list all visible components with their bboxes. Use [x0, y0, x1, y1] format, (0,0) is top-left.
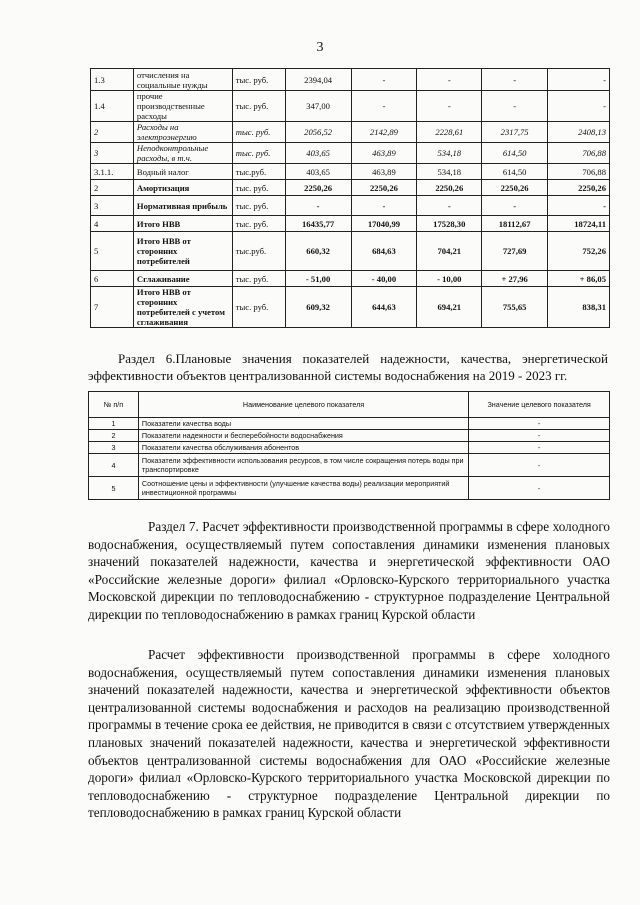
row-value: - — [469, 418, 610, 430]
row-number: 1.3 — [91, 69, 134, 91]
row-value: 2317,75 — [482, 122, 548, 143]
row-value: 694,21 — [417, 287, 482, 328]
row-unit: тыс. руб. — [232, 271, 285, 287]
row-number: 1 — [89, 418, 139, 430]
row-name: Итого НВВ от сторонних потребителей — [133, 232, 232, 271]
header-name: Наименование целевого показателя — [138, 392, 468, 418]
indicators-table — [88, 391, 610, 500]
row-value: 2408,13 — [548, 122, 610, 143]
row-number: 3 — [91, 143, 134, 164]
row-name: Показатели эффективности использования ресурсов, в том числе сокращения потерь воды при транспортировке — [138, 454, 468, 477]
row-value: 614,50 — [482, 164, 548, 180]
row-number: 3 — [91, 196, 134, 216]
row-number: 7 — [91, 287, 134, 328]
row-value: 2394,04 — [285, 69, 351, 91]
row-number: 3 — [89, 442, 139, 454]
row-value: 2250,26 — [417, 180, 482, 196]
row-value: 2250,26 — [351, 180, 417, 196]
row-name: Водный налог — [133, 164, 232, 180]
table-row — [91, 180, 610, 196]
row-value: 755,65 — [482, 287, 548, 328]
row-value: 16435,77 — [285, 216, 351, 232]
table-row — [89, 430, 610, 442]
row-unit: тыс. руб. — [232, 196, 285, 216]
row-value: 609,32 — [285, 287, 351, 328]
row-number: 2 — [91, 122, 134, 143]
body-paragraph: Расчет эффективности производственной программы в сфере холодного водоснабжения, осуществляемый путем сопоставления динамики изменения плановых значений показателей надежности, качества и энергетической эффективности объектов централизованной системы водоснабжения и расходов на реализацию производственной программы в течение срока ее действия, не приводится в связи с отсутствием утвержденных плановых значений показателей надежности, качества и энергетической эффективности объектов централизованной системы водоснабжения для ОАО «Российские железные дороги» филиал «Орловско-Курского территориального участка Московской дирекции по тепловодоснабжению - структурное подразделение Центральной дирекции по тепловодоснабжению в рамках границ Курской области — [88, 647, 610, 821]
row-value: 463,89 — [351, 143, 417, 164]
header-num: № п/п — [89, 392, 139, 418]
row-value: 2056,52 — [285, 122, 351, 143]
page-number: 3 — [316, 40, 324, 55]
row-unit: тыс. руб. — [232, 180, 285, 196]
row-unit: тыс. руб. — [232, 69, 285, 91]
row-value: - — [482, 196, 548, 216]
table-row — [91, 122, 610, 143]
row-value: - 51,00 — [285, 271, 351, 287]
row-value: - 40,00 — [351, 271, 417, 287]
row-value: 684,63 — [351, 232, 417, 271]
row-number: 1.4 — [91, 91, 134, 122]
row-unit: тыс. руб. — [232, 287, 285, 328]
row-value: 534,18 — [417, 164, 482, 180]
row-value: 18112,67 — [482, 216, 548, 232]
row-unit: тыс. руб. — [232, 216, 285, 232]
row-value: 727,69 — [482, 232, 548, 271]
row-value: 18724,11 — [548, 216, 610, 232]
row-value: 463,89 — [351, 164, 417, 180]
row-number: 4 — [91, 216, 134, 232]
row-value: - — [417, 91, 482, 122]
row-name: Показатели надежности и бесперебойности водоснабжения — [138, 430, 468, 442]
table-row — [91, 287, 610, 328]
row-value: - — [417, 69, 482, 91]
row-value: + 27,96 — [482, 271, 548, 287]
row-value: - — [548, 91, 610, 122]
row-name: Итого НВВ от сторонних потребителей с учетом сглаживания — [133, 287, 232, 328]
table-row — [91, 164, 610, 180]
row-unit: тыс.руб. — [232, 164, 285, 180]
section-7-title: Раздел 7. Расчет эффективности производственной программы в сфере холодного водоснабжения, осуществляемый путем сопоставления динамики изменения плановых значений показателей надежности, качества и энергетической эффективности ОАО «Российские железные дороги» филиал «Орловско-Курского территориального участка Московской дирекции по тепловодоснабжению - структурное подразделение Центральной дирекции по тепловодоснабжению в рамках границ Курской области — [88, 519, 610, 622]
row-value: - — [469, 430, 610, 442]
row-unit: тыс.руб. — [232, 232, 285, 271]
row-name: Показатели качества обслуживания абонентов — [138, 442, 468, 454]
row-value: - — [285, 196, 351, 216]
row-value: 660,32 — [285, 232, 351, 271]
table-row — [91, 69, 610, 91]
row-value: 704,21 — [417, 232, 482, 271]
row-name: Сглаживание — [133, 271, 232, 287]
row-value: 17040,99 — [351, 216, 417, 232]
table-row — [91, 143, 610, 164]
row-value: - — [482, 69, 548, 91]
row-value: 17528,30 — [417, 216, 482, 232]
table-row — [91, 91, 610, 122]
row-name: Соотношение цены и эффективности (улучшение качества воды) реализации мероприятий инвестиционной программы — [138, 477, 468, 500]
row-value: 534,18 — [417, 143, 482, 164]
row-name: Неподконтрольные расходы, в т.ч. — [133, 143, 232, 164]
section-6-title: Раздел 6.Плановые значения показателей надежности, качества, энергетической эффективности объектов централизованной системы водоснабжения на 2019 - 2023 гг. — [88, 351, 608, 383]
row-number: 2 — [91, 180, 134, 196]
row-unit: тыс. руб. — [232, 143, 285, 164]
row-number: 5 — [89, 477, 139, 500]
row-number: 6 — [91, 271, 134, 287]
table-row — [91, 196, 610, 216]
row-value: 752,26 — [548, 232, 610, 271]
table-row — [91, 216, 610, 232]
row-value: 2228,61 — [417, 122, 482, 143]
row-name: Итого НВВ — [133, 216, 232, 232]
row-number: 5 — [91, 232, 134, 271]
row-name: отчисления на социальные нужды — [133, 69, 232, 91]
row-value: - — [351, 69, 417, 91]
row-value: 2250,26 — [548, 180, 610, 196]
header-value: Значение целевого показателя — [469, 392, 610, 418]
row-value: 403,65 — [285, 164, 351, 180]
row-value: 644,63 — [351, 287, 417, 328]
table-row — [91, 232, 610, 271]
row-value: 347,00 — [285, 91, 351, 122]
row-name: Нормативная прибыль — [133, 196, 232, 216]
row-value: 403,65 — [285, 143, 351, 164]
row-value: 2250,26 — [285, 180, 351, 196]
row-name: прочие производственные расходы — [133, 91, 232, 122]
row-number: 4 — [89, 454, 139, 477]
row-value: 838,31 — [548, 287, 610, 328]
cost-table — [90, 68, 610, 328]
row-value: - — [548, 69, 610, 91]
row-value: 2250,26 — [482, 180, 548, 196]
row-name: Расходы на электроэнергию — [133, 122, 232, 143]
row-value: - — [469, 454, 610, 477]
row-value: + 86,05 — [548, 271, 610, 287]
row-value: 706,88 — [548, 164, 610, 180]
table-row — [91, 271, 610, 287]
table-row — [89, 454, 610, 477]
row-value: 2142,89 — [351, 122, 417, 143]
row-unit: тыс. руб. — [232, 91, 285, 122]
table-row — [89, 442, 610, 454]
row-value: 614,50 — [482, 143, 548, 164]
row-value: - — [548, 196, 610, 216]
row-number: 3.1.1. — [91, 164, 134, 180]
row-number: 2 — [89, 430, 139, 442]
row-value: - — [469, 442, 610, 454]
table-row — [89, 418, 610, 430]
row-name: Показатели качества воды — [138, 418, 468, 430]
row-value: - — [469, 477, 610, 500]
row-value: 706,88 — [548, 143, 610, 164]
row-value: - — [351, 196, 417, 216]
row-unit: тыс. руб. — [232, 122, 285, 143]
row-value: - — [417, 196, 482, 216]
row-value: - 10,00 — [417, 271, 482, 287]
row-value: - — [351, 91, 417, 122]
row-value: - — [482, 91, 548, 122]
row-name: Амортизация — [133, 180, 232, 196]
table-row — [89, 477, 610, 500]
